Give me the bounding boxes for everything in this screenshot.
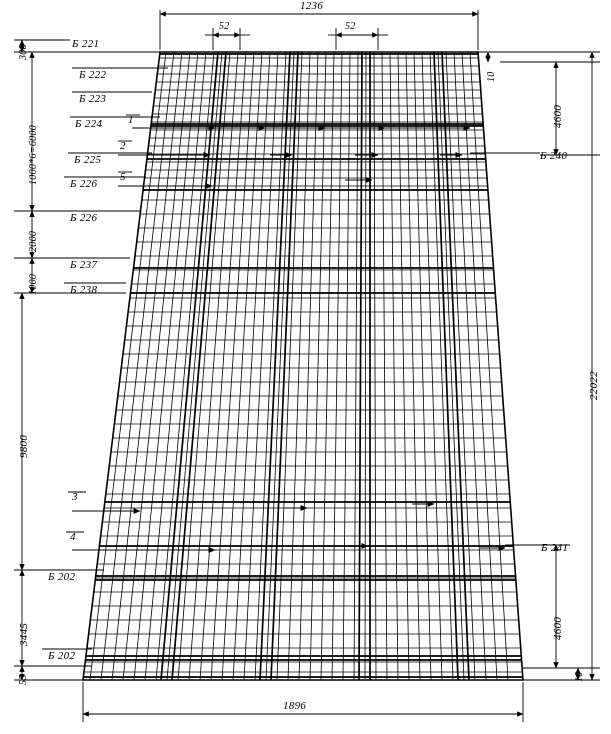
dim-top-seg-left: 52 <box>219 21 230 32</box>
dim-left-bottom-offset: 55 <box>18 674 29 685</box>
dim-left-stack-1: 1000*6=6000 <box>28 124 39 185</box>
mark-label-b202-lower: Б 202 <box>48 650 76 662</box>
dim-right-bottom-offset: 10 <box>574 671 585 682</box>
mark-label-b240: Б 240 <box>540 150 568 162</box>
dim-left-stack-3: 1000 <box>28 273 39 295</box>
dim-right-top-offset: 10 <box>486 71 497 82</box>
mark-label-b237: Б 237 <box>70 259 98 271</box>
top-dimension-chain <box>160 10 478 50</box>
callout-2: 2 <box>120 140 126 152</box>
mark-label-b224: Б 224 <box>75 118 103 130</box>
callout-1: 1 <box>128 114 134 126</box>
mark-label-b226-upper: Б 226 <box>70 178 98 190</box>
mark-label-b238: Б 238 <box>70 284 98 296</box>
mark-label-b225: Б 225 <box>74 154 102 166</box>
dim-left-stack-4: 9800 <box>18 434 30 458</box>
dim-right-upper: 4600 <box>552 104 564 128</box>
callout-5: 5 <box>120 171 126 183</box>
dim-top-overall: 1236 <box>300 0 324 12</box>
mark-label-b241: Б 241 <box>541 542 569 554</box>
dim-left-stack-2: 2000 <box>28 230 39 252</box>
mark-label-b222: Б 222 <box>79 69 107 81</box>
mark-label-b223: Б 223 <box>79 93 107 105</box>
mark-label-b202-upper: Б 202 <box>48 571 76 583</box>
dim-bottom-overall: 1896 <box>283 700 307 712</box>
dim-right-lower: 4600 <box>552 616 564 640</box>
dim-top-seg-right: 52 <box>345 21 356 32</box>
dim-left-top-offset: 308 <box>18 44 29 60</box>
mark-label-b221: Б 221 <box>72 38 100 50</box>
callout-3: 3 <box>72 491 78 503</box>
dim-right-total: 22022 <box>588 371 600 400</box>
callout-4: 4 <box>70 531 76 543</box>
dim-left-stack-5: 3445 <box>18 622 30 646</box>
mark-label-b226-lower: Б 226 <box>70 212 98 224</box>
